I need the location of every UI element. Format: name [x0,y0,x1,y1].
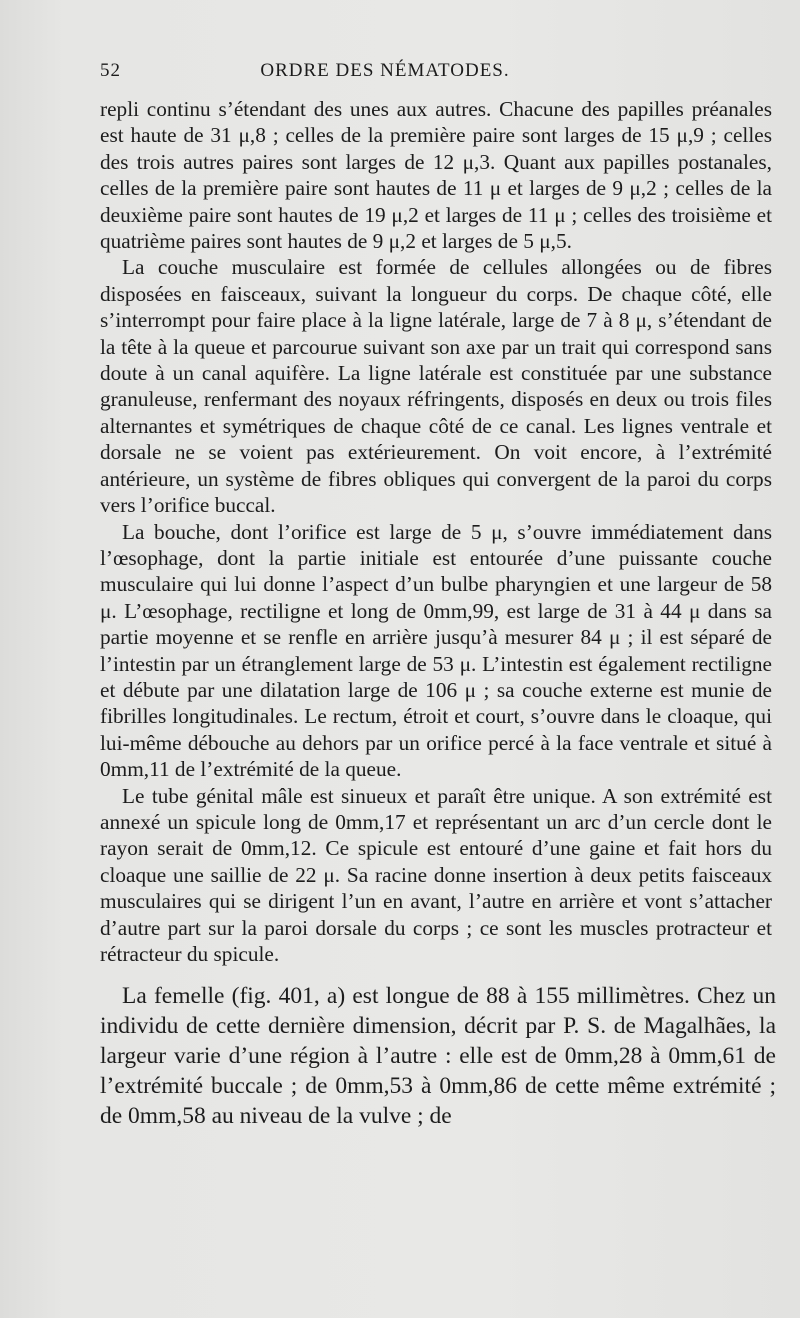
running-title: ORDRE DES NÉMATODES. [260,60,510,81]
paragraph-papilles: repli continu s’étendant des unes aux autres. Chacune des papilles préanales est haute de 31 μ,8 ; celles de la première paire sont larges de 15 μ,9 ; celles des trois autres paires sont larges de 12 μ,3. Quant aux papilles postanales, celles de la première paire sont hautes de 11 μ et larges de 9 μ,2 ; celles de la deuxième paire sont hautes de 19 μ,2 et larges de 11 μ ; celles des troisième et quatrième paires sont hautes de 9 μ,2 et larges de 5 μ,5. [100,97,772,254]
page-number: 52 [100,60,121,81]
body-text [100,96,776,1131]
paragraph-femelle: La femelle (fig. 401, a) est longue de 88 à 155 millimètres. Chez un individu de cette dernière dimension, décrit par P. S. de Magalhães, la largeur varie d’une région à l’autre : elle est de 0mm,28 à 0mm,61 de l’extrémité buccale ; de 0mm,53 à 0mm,86 de cette même extrémité ; de 0mm,58 au niveau de la vulve ; de [100,983,776,1130]
page-header [100,60,770,90]
paragraph-bouche: La bouche, dont l’orifice est large de 5 μ, s’ouvre immédiatement dans l’œsophage, dont la partie initiale est entourée d’une puissante couche musculaire qui lui donne l’aspect d’un bulbe pharyngien et une largeur de 58 μ. L’œsophage, rectiligne et long de 0mm,99, est large de 31 à 44 μ dans sa partie moyenne et se renfle en arrière jusqu’à mesurer 84 μ ; il est séparé de l’intestin par un étranglement large de 53 μ. L’intestin est également rectiligne et débute par une dilatation large de 106 μ ; sa couche externe est munie de fibrilles longitudinales. Le rectum, étroit et court, s’ouvre dans le cloaque, qui lui-même débouche au dehors par un orifice percé à la face ventrale et situé à 0mm,11 de l’extrémité de la queue. [100,519,772,782]
paragraph-couche-musculaire: La couche musculaire est formée de cellules allongées ou de fibres disposées en faisceaux, suivant la longueur du corps. De chaque côté, elle s’interrompt pour faire place à la ligne latérale, large de 7 à 8 μ, s’étendant de la tête à la queue et parcourue suivant son axe par un trait qui correspond sans doute à un canal aquifère. La ligne latérale est constituée par une substance granuleuse, renfermant des noyaux réfringents, disposés en deux ou trois files alternantes et symétriques de chaque côté de ce canal. Les lignes ventrale et dorsale ne se voient pas extérieurement. On voit encore, à l’extrémité antérieure, un système de fibres obliques qui convergent de la paroi du corps vers l’orifice buccal. [100,255,772,518]
paragraph-tube-genital: Le tube génital mâle est sinueux et paraît être unique. A son extrémité est annexé un spicule long de 0mm,17 et représentant un arc d’un cercle dont le rayon serait de 0mm,12. Ce spicule est entouré d’une gaine et fait hors du cloaque une saillie de 22 μ. Sa racine donne insertion à deux petits faisceaux musculaires qui se dirigent l’un en avant, l’autre en arrière et vont s’attacher d’autre part sur la paroi dorsale du corps ; ce sont les muscles protracteur et rétracteur du spicule. [100,783,772,966]
